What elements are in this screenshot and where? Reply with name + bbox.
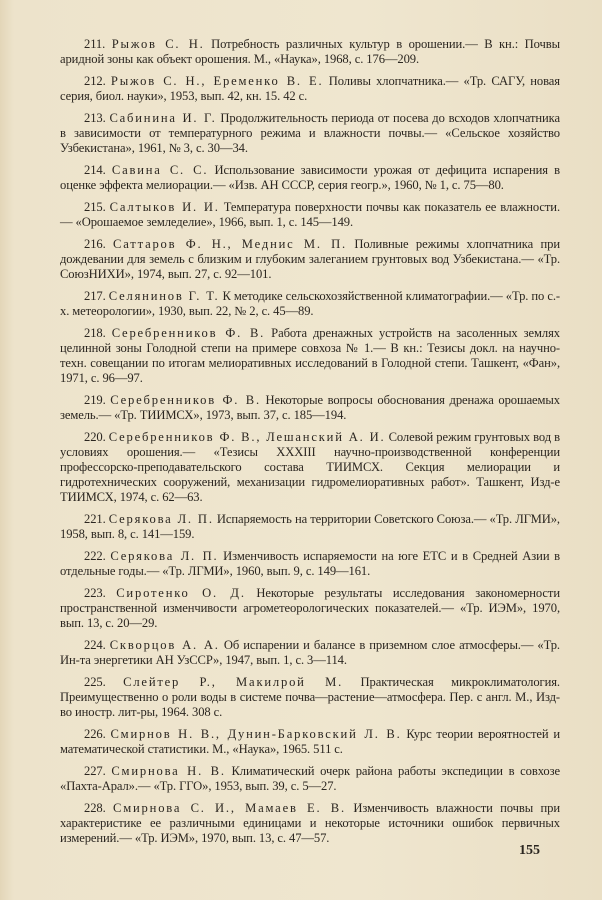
- reference-entry: [60, 37, 560, 67]
- ref-author: Скворцов А. А.: [109, 638, 220, 652]
- page-number: 155: [519, 843, 540, 858]
- ref-text: Поливные режимы хлопчатника при дождевании для земель с близким и глубоким залеганием грунтовых вод Узбекистана.— «Тр. СоюзНИХИ», 1974, вып. 27, с. 92—101.: [60, 237, 560, 281]
- reference-entry: [60, 200, 560, 230]
- ref-number: 219.: [84, 393, 106, 407]
- reference-entry: [60, 586, 560, 631]
- ref-text: Температура поверхности почвы как показатель ее влажности.— «Орошаемое земледелие», 1966, вып. 1, с. 145—149.: [60, 200, 560, 229]
- ref-number: 220.: [84, 430, 106, 444]
- reference-entry: [60, 764, 560, 794]
- reference-entry: [60, 111, 560, 156]
- ref-author: Сабинина И. Г.: [109, 111, 217, 125]
- ref-number: 217.: [84, 289, 106, 303]
- ref-text: Солевой режим грунтовых вод в условиях орошения.— «Тезисы XXXIII научно-производственной конференции профессорско-преподавательского состава ТИИМСХ. Секция мелиорации и гидротехнических сооружений, механизации гидромелиоративных работ». Ташкент, Изд-е ТИИМСХ, 1974, с. 62—63.: [60, 430, 560, 504]
- ref-author: Серякова Л. П.: [108, 512, 214, 526]
- reference-entry: [60, 512, 560, 542]
- ref-text: Об испарении и балансе в приземном слое атмосферы.— «Тр. Ин-та энергетики АН УзССР», 1947, вып. 1, с. 3—114.: [60, 638, 560, 667]
- ref-number: 213.: [84, 111, 106, 125]
- ref-number: 224.: [84, 638, 106, 652]
- reference-entry: [60, 326, 560, 386]
- ref-number: 222.: [84, 549, 106, 563]
- ref-text: Работа дренажных устройств на засоленных землях целинной зоны Голодной степи на примере совхоза № 1.— В кн.: Тезисы докл. на научно-техн. совещании по итогам мелиоративных исследований в Голодной степи. Ташкент, «Фан», 1971, с. 96—97.: [60, 326, 560, 385]
- ref-text: Продолжительность периода от посева до всходов хлопчатника в зависимости от температурного режима и влажности почвы.— «Сельское хозяйство Узбекистана», 1961, № 3, с. 30—34.: [60, 111, 560, 155]
- ref-author: Салтыков И. И.: [109, 200, 220, 214]
- ref-text: Использование зависимости урожая от дефицита испарения в оценке эффекта мелиорации.— «Изв. АН СССР, серия геогр.», 1960, № 1, с. 75—80.: [60, 163, 561, 192]
- reference-entry: [60, 430, 560, 505]
- ref-author: Селянинов Г. Т.: [108, 289, 220, 303]
- reference-entry: [60, 74, 560, 104]
- ref-author: Рыжов С. Н., Еременко В. Е.: [110, 74, 324, 88]
- reference-list: [60, 37, 560, 853]
- ref-number: 226.: [84, 727, 106, 741]
- reference-entry: [60, 237, 560, 282]
- ref-number: 212.: [84, 74, 106, 88]
- ref-author: Смирнова С. И., Мамаев Е. В.: [113, 801, 346, 815]
- ref-text: Потребность различных культур в орошении.— В кн.: Почвы аридной зоны как объект орошения. М., «Наука», 1968, с. 176—209.: [60, 37, 560, 66]
- ref-author: Смирнов Н. В., Дунин-Барковский Л. В.: [110, 727, 402, 741]
- ref-text: Поливы хлопчатника.— «Тр. САГУ, новая серия, биол. науки», 1953, вып. 42, кн. 15. 42 с.: [60, 74, 560, 103]
- ref-author: Серебренников Ф. В.: [110, 393, 261, 407]
- ref-number: 218.: [84, 326, 106, 340]
- ref-number: 228.: [84, 801, 106, 815]
- ref-author: Саттаров Ф. Н., Меднис М. П.: [113, 237, 347, 251]
- ref-number: 221.: [84, 512, 106, 526]
- ref-number: 227.: [84, 764, 106, 778]
- reference-entry: [60, 801, 560, 846]
- ref-number: 211.: [84, 37, 106, 51]
- reference-entry: [60, 393, 560, 423]
- ref-author: Рыжов С. Н.: [111, 37, 205, 51]
- ref-text: Климатический очерк района работы экспедиции в совхозе «Пахта-Арал».— «Тр. ГГО», 1953, вып. 39, с. 5—27.: [60, 764, 560, 793]
- ref-text: Изменчивость влажности почвы при характеристике ее различными единицами и некоторые источники ошибок первичных измерений.— «Тр. ИЭМ», 1970, вып. 13, с. 47—57.: [60, 801, 560, 845]
- ref-number: 225.: [84, 675, 106, 689]
- ref-author: Савина С. С.: [111, 163, 209, 177]
- reference-entry: [60, 289, 560, 319]
- ref-author: Серебренников Ф. В.: [111, 326, 266, 340]
- ref-text: Некоторые вопросы обоснования дренажа орошаемых земель.— «Тр. ТИИМСХ», 1973, вып. 37, с. 185—194.: [60, 393, 560, 422]
- reference-entry: [60, 727, 560, 757]
- ref-text: Некоторые результаты исследования закономерности пространственной изменчивости агрометеорологических показателей.— «Тр. ИЭМ», 1970, вып. 13, с. 20—29.: [60, 586, 560, 630]
- ref-text: Курс теории вероятностей и математической статистики. М., «Наука», 1965. 511 с.: [60, 727, 560, 756]
- reference-entry: [60, 638, 560, 668]
- ref-text: Практическая микроклиматология. Преимущественно о роли воды в системе почва—растение—атмосфера. Пер. с англ. М., Изд-во иностр. лит-ры, 1964. 308 с.: [60, 675, 560, 719]
- ref-number: 223.: [84, 586, 106, 600]
- reference-entry: [60, 675, 560, 720]
- ref-author: Слейтер Р., Макилрой М.: [123, 675, 344, 689]
- reference-entry: [60, 549, 560, 579]
- ref-author: Сиротенко О. Д.: [116, 586, 246, 600]
- ref-text: К методике сельскохозяйственной климатографии.— «Тр. по с.-х. метеорологии», 1930, вып. 22, № 2, с. 45—89.: [60, 289, 560, 318]
- reference-entry: [60, 163, 560, 193]
- ref-number: 214.: [84, 163, 106, 177]
- ref-text: Изменчивость испаряемости на юге ЕТС и в Средней Азии в отдельные годы.— «Тр. ЛГМИ», 1960, вып. 9, с. 149—161.: [60, 549, 560, 578]
- ref-author: Серякова Л. П.: [110, 549, 219, 563]
- ref-text: Испаряемость на территории Советского Союза.— «Тр. ЛГМИ», 1958, вып. 8, с. 141—159.: [60, 512, 560, 541]
- ref-number: 216.: [84, 237, 106, 251]
- ref-number: 215.: [84, 200, 106, 214]
- ref-author: Серебренников Ф. В., Лешанский А. И.: [108, 430, 386, 444]
- ref-author: Смирнова Н. В.: [111, 764, 226, 778]
